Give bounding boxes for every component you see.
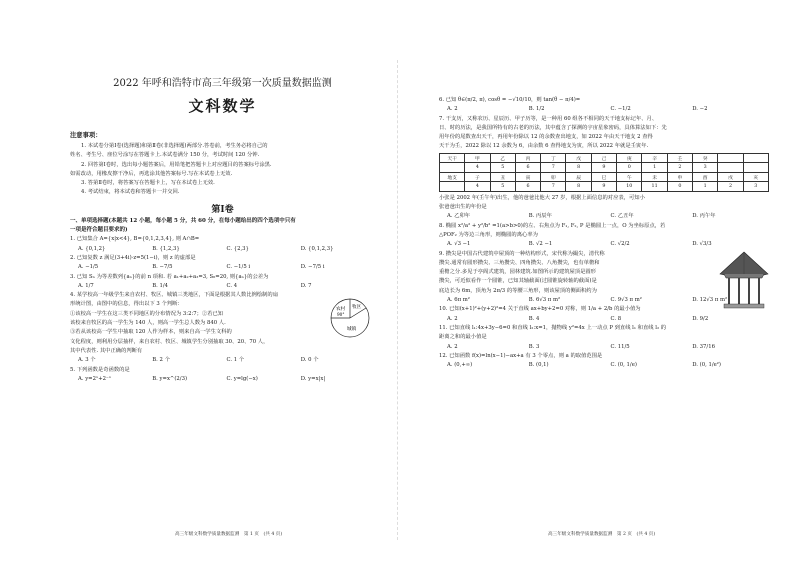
pavilion-image [716, 250, 772, 314]
question-7-line: 日、时的历法，是我国所特有的古老的历法，其中蕴含了探测的宇宙星象密码，具体算法如下：先 [439, 124, 667, 131]
option-a: A. 6π m² [447, 297, 470, 304]
question-4-line: 文化程度，则利用分层抽样，来自农村、牧区、城镇学生分别抽取 30、20、70 人， [70, 338, 269, 345]
option-d: D. −2 [692, 106, 708, 113]
table-cell: 酉 [693, 172, 718, 182]
option-a: A. 3 个 [78, 357, 96, 364]
table-cell: 8 [566, 182, 591, 192]
table-cell: 戌 [718, 172, 743, 182]
table-row [440, 172, 769, 182]
table-row [440, 153, 769, 163]
option-b: B. 1/2 [528, 106, 545, 113]
option-b: B. (0,1) [528, 362, 549, 369]
table-cell: 7 [541, 163, 566, 173]
table-cell [743, 153, 768, 163]
table-cell: 0 [617, 163, 642, 173]
pie-label-pastoral: 牧区 [352, 305, 362, 311]
section-heading: 一、单项选择题(本题共 12 小题，每小题 5 分，共 60 分，在每小题给出的四个选项中只有 [70, 217, 296, 224]
question-8-line: 8. 椭圆 x²/a² + y²/b² =1(a>b>0)的左、右焦点为 F₁, F₂, P 是椭圆上一点，O 为坐标原点，若 [439, 222, 666, 229]
option-d: D. 0 个 [300, 357, 319, 364]
option-d: D. (0, 1/e²) [692, 362, 721, 369]
notice-line: 如需改动，用橡皮擦干净后，再选涂其他答案标号.写在本试卷上无效. [70, 170, 233, 177]
question-4-line: ③若从该校高一学生中抽取 120 人作为样本，则来自高一学生文科的 [70, 329, 232, 336]
option-d: D. 9/2 [692, 315, 709, 322]
question-7-line: 天干为壬，2022 除以 12 余数为 6，由余数 6 查得地支为寅，所以 2022 年就是壬寅年. [439, 143, 649, 150]
exam-title: 2022 年呼和浩特市高三年级第一次质量数据监测 [113, 78, 332, 89]
option-c: C. −1/2 [610, 106, 631, 113]
table-cell: 戊 [566, 153, 591, 163]
table-cell: 申 [667, 172, 692, 182]
ganzhi-table [439, 153, 769, 192]
table-cell: 5 [490, 163, 515, 173]
table-cell: 辰 [566, 172, 591, 182]
table-cell: 巳 [591, 172, 616, 182]
question-6-options [439, 105, 774, 114]
notice-line: 1. 本试卷分第Ⅰ卷(选择题)和第Ⅱ卷(非选择题)两部分.答卷前，考生务必将自己的 [81, 143, 268, 149]
option-a: A. 2 [447, 343, 458, 350]
question-3-stem: 3. 已知 Sₙ 为等差数列{aₙ}的前 n 项和. 若 a₁+a₂+a₃=3, S₆=20, 则{aₙ}的公差为 [70, 273, 269, 280]
table-cell: 天干 [440, 153, 465, 163]
question-11-options [439, 343, 774, 352]
option-a: A. −1/5 [78, 264, 99, 271]
table-cell: 1 [642, 163, 667, 173]
page-footer-right: 高三年级文科数学质量数据监测 第 2 页 (共 4 页) [548, 532, 656, 537]
question-7-line: 小张是 2002 年(壬午年)出生，他的爸爸比他大 27 岁，根据上面信息的对应表，可知小 [439, 194, 645, 201]
table-row [440, 163, 769, 173]
option-d: D. {0,1,2,3} [300, 245, 334, 252]
table-cell: 午 [617, 172, 642, 182]
question-1-stem: 1. 已知集合 A={x|x<4}, B={0,1,2,3,4}, 则 A∩B= [70, 236, 200, 243]
option-c: C. y=lg(−x) [226, 375, 258, 382]
option-b: B. −7/5 [152, 264, 173, 271]
table-cell: 3 [743, 182, 768, 192]
table-cell: 卯 [541, 172, 566, 182]
table-cell: 地支 [440, 172, 465, 182]
table-cell [718, 153, 743, 163]
option-a: A. {0,1,2} [78, 245, 106, 252]
table-cell: 6 [515, 182, 540, 192]
table-cell: 亥 [743, 172, 768, 182]
subject-title: 文科数学 [188, 97, 257, 115]
option-b: B. 2 个 [152, 357, 170, 364]
option-d: D. 丙午年 [692, 213, 716, 220]
table-cell: 辛 [642, 153, 667, 163]
option-d: D. √3/3 [692, 241, 712, 248]
question-9-line: 9. 攒尖是中国古代建筑中屋顶的一种结构形式，宋代称为撮尖，清代称 [439, 250, 605, 257]
table-cell: 癸 [693, 153, 718, 163]
pie-label-town: 城镇 [347, 327, 357, 333]
table-cell: 乙 [490, 153, 515, 163]
question-7-line: 张爸爸出生的年份是 [439, 204, 487, 211]
question-12-stem: 12. 已知函数 f(x)=ln(x−1)−ax+a 有 3 个零点，则 a 的取值范围是 [439, 352, 603, 359]
question-9-line: 底边长为 6m，顶角为 2π/3 的等腰三角形，则该屋顶的侧面积约为 [439, 287, 597, 294]
table-cell: 0 [667, 182, 692, 192]
option-a: A. 2 [447, 106, 458, 113]
notice-line: 4. 考试结束，将本试卷和答题卡一并交回. [81, 189, 180, 196]
option-b: B. 丙辰年 [528, 213, 552, 220]
volume-title: 第Ⅰ卷 [211, 204, 234, 215]
option-d: D. 12√3 π m² [692, 297, 728, 304]
option-d: D. −7/5 i [300, 264, 325, 271]
question-4 [70, 291, 375, 356]
option-c: C. 8 [610, 315, 622, 322]
table-cell: 甲 [465, 153, 490, 163]
option-b: B. y=x^(2/3) [152, 375, 188, 382]
option-c: C. √2/2 [610, 241, 630, 248]
question-11-line: 11. 已知直线 l₁:4x+3y−6=0 和直线 l₂:x=1，抛物线 y²=4x 上一动点 P 到直线 l₁ 和直线 l₂ 的 [439, 324, 667, 331]
question-3-options [70, 282, 375, 291]
notice-line: 2. 回答第Ⅰ卷时，选出每小题答案后，用铅笔把答题卡上对应题目的答案标号涂黑. [81, 161, 272, 168]
question-7-options [439, 212, 774, 221]
option-c: C. {2,3} [226, 245, 249, 252]
option-c: C. 1 个 [226, 357, 245, 364]
table-cell: 1 [693, 182, 718, 192]
question-4-options [70, 356, 375, 365]
question-4-line: 该校来自牧区的高一学生为 140 人，则高一学生总人数为 840 人. [70, 320, 226, 327]
question-9 [439, 250, 774, 296]
option-a: A. 2 [447, 315, 458, 322]
option-b: B. √2 −1 [528, 241, 553, 248]
option-a: A. 乙卯年 [447, 213, 471, 220]
table-cell: 7 [541, 182, 566, 192]
option-c: C. 9√3 π m² [610, 297, 642, 304]
option-c: C. 乙丑年 [610, 213, 634, 220]
table-cell: 2 [718, 182, 743, 192]
question-4-line: 其中代表性. 其中正确的判断有 [70, 347, 143, 354]
table-cell: 9 [591, 163, 616, 173]
table-cell: 己 [591, 153, 616, 163]
table-cell: 11 [642, 182, 667, 192]
option-b: B. 3 [528, 343, 540, 350]
question-4-line: 形统计图，由图中的信息，得出以下 3 个判断： [70, 301, 183, 308]
table-cell: 9 [591, 182, 616, 192]
notice-line: 3. 答第Ⅱ卷时，将答案写在答题卡上，写在本试卷上无效. [81, 180, 215, 187]
table-cell: 2 [667, 163, 692, 173]
table-cell: 5 [490, 182, 515, 192]
option-c: C. 4 [226, 282, 238, 289]
question-4-line: 4. 某学校高一年级学生来自农村、牧区、城镇三类地区，下面是根据其人数比例绘制的扇 [70, 292, 279, 299]
section-heading-cont: 一项是符合题目要求的) [70, 227, 128, 234]
pie-chart-figure [329, 297, 371, 339]
question-5-options [70, 375, 375, 384]
table-cell: 4 [465, 182, 490, 192]
notice-line: 姓名、考生号、座位号涂写在答题卡上.本试卷满分 150 分，考试时间 120 分钟. [70, 152, 260, 159]
table-cell [718, 163, 743, 173]
table-cell: 4 [465, 163, 490, 173]
option-a: A. (0,+∞) [447, 362, 473, 369]
question-9-line: 攒尖.通常有圆形攒尖、三角攒尖、四角攒尖、八角攒尖，也有单檐和 [439, 259, 600, 266]
question-1-options [70, 245, 375, 254]
option-b: B. 1/4 [152, 282, 169, 289]
page-right [397, 0, 794, 561]
option-d: D. 7 [300, 282, 312, 289]
question-12-options [439, 361, 774, 370]
option-b: B. 6√3 π m² [528, 297, 561, 304]
question-8-line: △POF₂ 为等边三角形，则椭圆的离心率为 [439, 231, 538, 238]
table-cell: 丁 [541, 153, 566, 163]
table-cell [743, 163, 768, 173]
question-10-stem: 10. 已知(x+1)²+(y+2)²=4 关于直线 ax+by+2=0 对称，则 1/a + 2/b 的最小值为 [439, 306, 641, 313]
table-cell: 丑 [490, 172, 515, 182]
notice-heading: 注意事项： [70, 132, 102, 139]
table-cell: 庚 [617, 153, 642, 163]
table-cell: 子 [465, 172, 490, 182]
question-2-stem: 2. 已知复数 z 满足(3+4i)·z=5(1−i)，则 z 的虚部是 [70, 254, 196, 261]
table-cell: 寅 [515, 172, 540, 182]
option-d: D. 37/16 [692, 343, 715, 350]
question-9-line: 重檐之分.多见于亭阁式建筑，园林建筑.如图所示的建筑屋顶是圆形 [439, 269, 596, 276]
table-cell [440, 163, 465, 173]
question-5-stem: 5. 下列函数是奇函数的是 [70, 366, 130, 373]
option-c: C. 11/5 [610, 343, 630, 350]
table-cell: 10 [617, 182, 642, 192]
table-cell: 6 [515, 163, 540, 173]
option-b: B. 4 [528, 315, 540, 322]
option-c: C. −1/5 i [226, 264, 251, 271]
question-4-line: ①该校高一学生在这三类不同地区的分布情况为 3:2:7；②若已知 [70, 310, 224, 317]
option-c: C. (0, 1/e) [610, 362, 637, 369]
question-9-line: 攒尖，可近似看作一个圆锥，已知其轴截面(过圆锥旋转轴的截面)是 [439, 278, 597, 285]
pie-label-rural-angle: 90° [337, 312, 345, 318]
table-cell: 丙 [515, 153, 540, 163]
option-d: D. y=x|x| [300, 375, 326, 382]
table-cell: 未 [642, 172, 667, 182]
question-8-options [439, 240, 774, 249]
option-a: A. y=2ˣ+2⁻ˣ [78, 375, 112, 382]
question-2-options [70, 263, 375, 272]
question-11-line: 距离之和的最小值是 [439, 334, 487, 341]
question-10-options [439, 315, 774, 324]
table-cell: 3 [693, 163, 718, 173]
option-a: A. √3 −1 [447, 241, 471, 248]
table-row [440, 182, 769, 192]
option-a: A. 1/7 [78, 282, 94, 289]
question-7-line: 7. 干支历，又称农历、星辰历、甲子历等，是一种用 60 组各不相同的天干地支标记年、月、 [439, 115, 658, 122]
option-b: B. {1,2,3} [152, 245, 180, 252]
pie-label-rural: 农村 [336, 307, 346, 313]
table-cell: 8 [566, 163, 591, 173]
question-7-line: 用年份的尾数查出天干，再用年份除以 12 的余数查出地支，如 2022 年由天干地支 2 查得 [439, 134, 653, 141]
table-cell: 壬 [667, 153, 692, 163]
page-footer-left: 高三年级文科数学质量数据监测 第 1 页 (共 4 页) [175, 532, 283, 537]
question-6-stem: 6. 已知 θ∈(π/2, π), cosθ = −√10/10，则 tan(θ − π/4)= [439, 97, 581, 103]
table-cell [440, 182, 465, 192]
